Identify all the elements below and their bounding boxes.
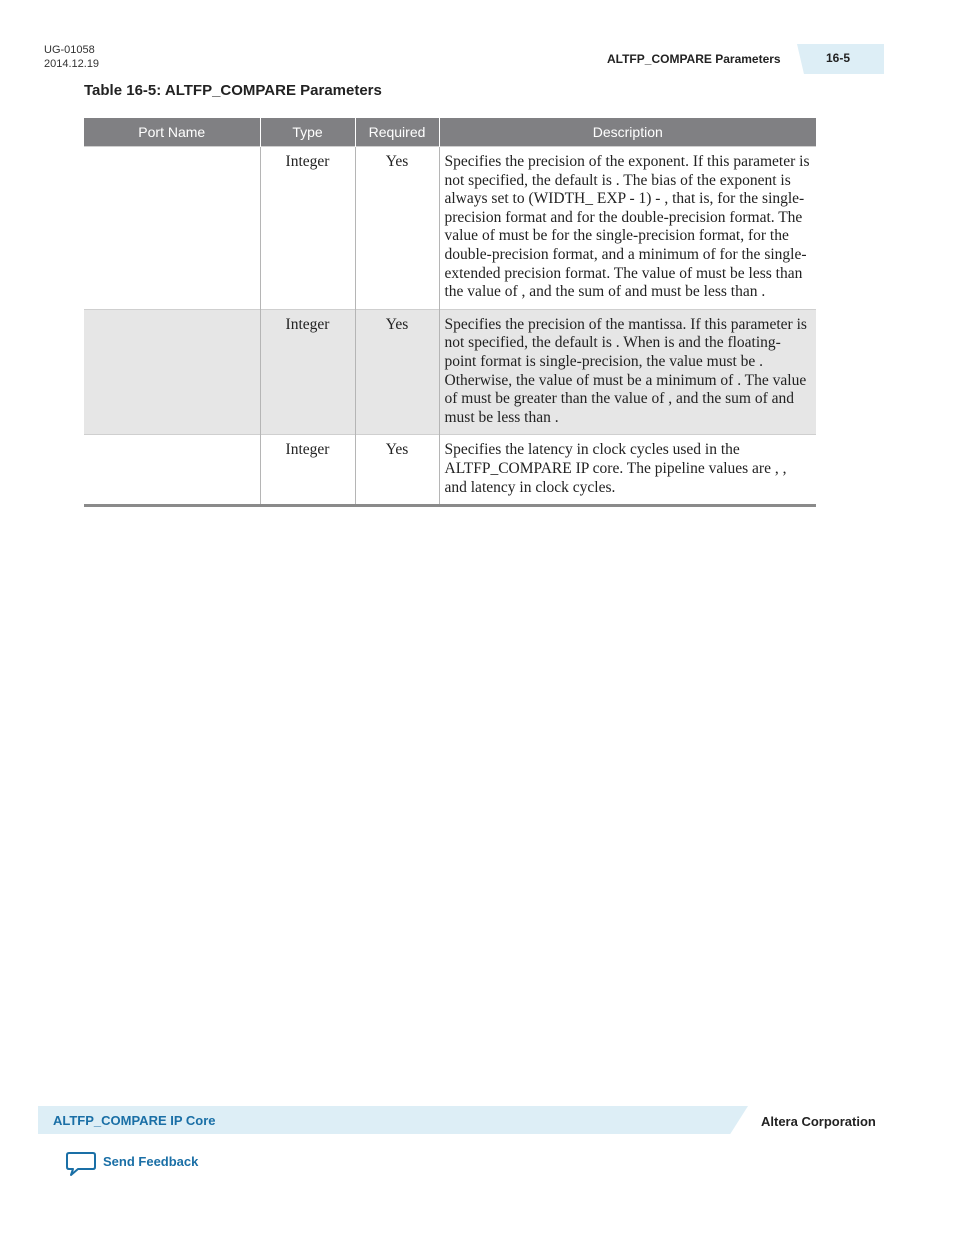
required-cell: Yes [355, 309, 439, 435]
document-date: 2014.12.19 [44, 58, 100, 70]
column-header-port-name: Port Name [84, 118, 260, 147]
description-cell: Specifies the precision of the mantissa. If this parameter is not specified, the default is . When is and the floating-point format is single-precision, the value must be . Otherwise, the value of must be a minimum of . The value of must be greater than the value of , and the sum of and must be less than . [439, 309, 816, 435]
description-cell: Specifies the latency in clock cycles used in the ALTFP_COMPARE IP core. The pipeline values are , , and latency in clock cycles. [439, 435, 816, 506]
section-title: ALTFP_COMPARE Parameters [607, 52, 781, 66]
send-feedback-link[interactable]: Send Feedback [103, 1154, 199, 1169]
table-row [84, 309, 816, 435]
page-number: 16-5 [826, 51, 851, 65]
description-cell: Specifies the precision of the exponent. If this parameter is not specified, the default is . The bias of the exponent is always set to (WIDTH_ EXP - 1) - , that is, for the single-precision format and for the double-precision format. The value of must be for the single-precision format, for the double-precision format, and a minimum of for the single-extended precision format. The value of must be less than the value of , and the sum of and must be less than . [439, 147, 816, 310]
table-row [84, 147, 816, 310]
speech-bubble-icon[interactable] [65, 1150, 97, 1178]
port-name-cell [84, 435, 260, 506]
document-id-block [44, 43, 99, 71]
footer-product-link[interactable]: ALTFP_COMPARE IP Core [53, 1113, 216, 1128]
required-cell: Yes [355, 147, 439, 310]
type-cell: Integer [260, 309, 355, 435]
table-header-row [84, 118, 816, 147]
parameters-table [84, 118, 816, 507]
column-header-description: Description [439, 118, 816, 147]
port-name-cell [84, 309, 260, 435]
required-cell: Yes [355, 435, 439, 506]
type-cell: Integer [260, 435, 355, 506]
footer-company: Altera Corporation [761, 1114, 876, 1129]
port-name-cell [84, 147, 260, 310]
table-row [84, 435, 816, 506]
table-caption: Table 16-5: ALTFP_COMPARE Parameters [84, 82, 382, 99]
column-header-type: Type [260, 118, 355, 147]
document-id: UG-01058 [44, 44, 95, 56]
type-cell: Integer [260, 147, 355, 310]
column-header-required: Required [355, 118, 439, 147]
